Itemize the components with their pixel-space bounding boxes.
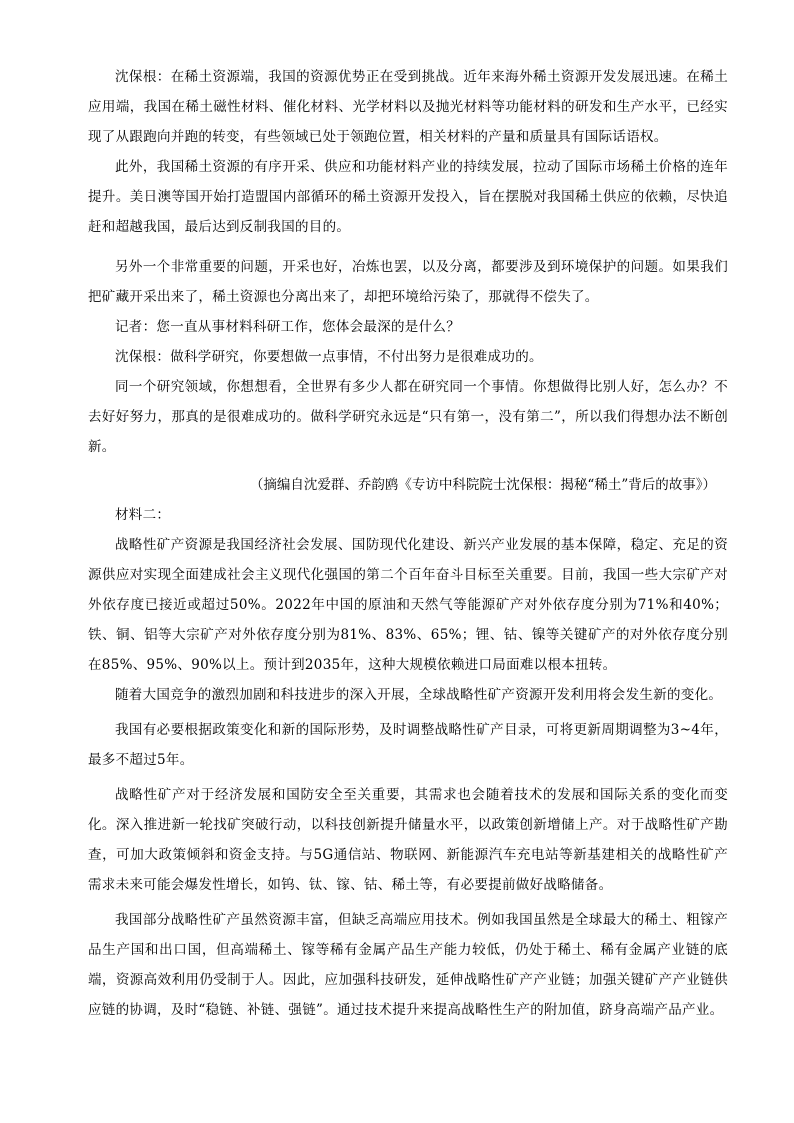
paragraph-exploration: 战略性矿产对于经济发展和国防安全至关重要，其需求也会随着技术的发展和国际关系的变化而变化。深入推进新一轮找矿突破行动，以科技创新提升储量水平，以政策创新增储上产。对于战略性矿产勘查，可加大政策倾斜和资金支持。与5G通信站、物联网、新能源汽车充电站等新基建相关的战略性矿产需求未来可能会爆发性增长，如钨、钛、镓、钴、稀土等，有必要提前做好战略储备。 (88, 787, 728, 893)
paragraph-shen-answer: 沈保根：做科学研究，你要想做一点事情，不付出努力是很难成功的。 (115, 349, 543, 365)
paragraph-research-field: 同一个研究领域，你想想看，全世界有多少人都在研究同一个事情。你想做得比别人好，怎么办？不去好好努力，那真的是很难成功的。做科学研究永远是“只有第一，没有第二”，所以我们得想办法不断创新。 (88, 379, 728, 455)
paragraph-orderly-mining: 此外，我国稀土资源的有序开采、供应和功能材料产业的持续发展，拉动了国际市场稀土价格的连年提升。美日澳等国开始打造盟国内部循环的稀土资源开发投入，旨在摆脱对我国稀土供应的依赖，尽快追赶和超越我国，最后达到反制我国的目的。 (88, 159, 728, 235)
paragraph-strategic-minerals: 战略性矿产资源是我国经济社会发展、国防现代化建设、新兴产业发展的基本保障，稳定、充足的资源供应对实现全面建成社会主义现代化强国的第二个百年奋斗目标至关重要。目前，我国一些大宗矿产对外依存度已接近或超过50%。2022年中国的原油和天然气等能源矿产对外依存度分别为71%和40%；铁、铜、铝等大宗矿产对外依存度分别为81%、83%、65%；锂、钴、镍等关键矿产的对外依存度分别在85%、95%、90%以上。预计到2035年，这种大规模依赖进口局面难以根本扭转。 (88, 537, 728, 673)
source-citation: （摘编自沈爱群、乔韵鸥《专访中科院院士沈保根：揭秘“稀土”背后的故事》） (249, 477, 716, 493)
paragraph-adjust-catalog: 我国有必要根据政策变化和新的国际形势，及时调整战略性矿产目录，可将更新周期调整为3~4年，最多不超过5年。 (88, 722, 728, 768)
paragraph-environment-issue: 另外一个非常重要的问题，开采也好，冶炼也罢，以及分离，都要涉及到环境保护的问题。如果我们把矿藏开采出来了，稀土资源也分离出来了，却把环境给污染了，那就得不偿失了。 (88, 259, 728, 305)
paragraph-high-end-technology: 我国部分战略性矿产虽然资源丰富，但缺乏高端应用技术。例如我国虽然是全球最大的稀土、粗镓产品生产国和出口国，但高端稀土、镓等稀有金属产品生产能力较低，仍处于稀土、稀有金属产业链的底端，资源高效利用仍受制于人。因此，应加强科技研发，延伸战略性矿产产业链；加强关键矿产产业链供应链的协调，及时“稳链、补链、强链”。通过技术提升来提高战略性生产的附加值，跻身高端产品产业。 (88, 912, 728, 1018)
paragraph-great-power-competition: 随着大国竞争的激烈加剧和科技进步的深入开展，全球战略性矿产资源开发利用将会发生新的变化。 (115, 687, 723, 703)
material-two-heading: 材料二： (115, 507, 171, 523)
paragraph-reporter-question: 记者：您一直从事材料科研工作，您体会最深的是什么？ (115, 319, 460, 335)
paragraph-shen-rare-earth-resources: 沈保根：在稀土资源端，我国的资源优势正在受到挑战。近年来海外稀土资源开发发展迅速。在稀土应用端，我国在稀土磁性材料、催化材料、光学材料以及抛光材料等功能材料的研发和生产水平，已经实现了从跟跑向并跑的转变，有些领域已处于领跑位置，相关材料的产量和质量具有国际话语权。 (88, 69, 728, 145)
